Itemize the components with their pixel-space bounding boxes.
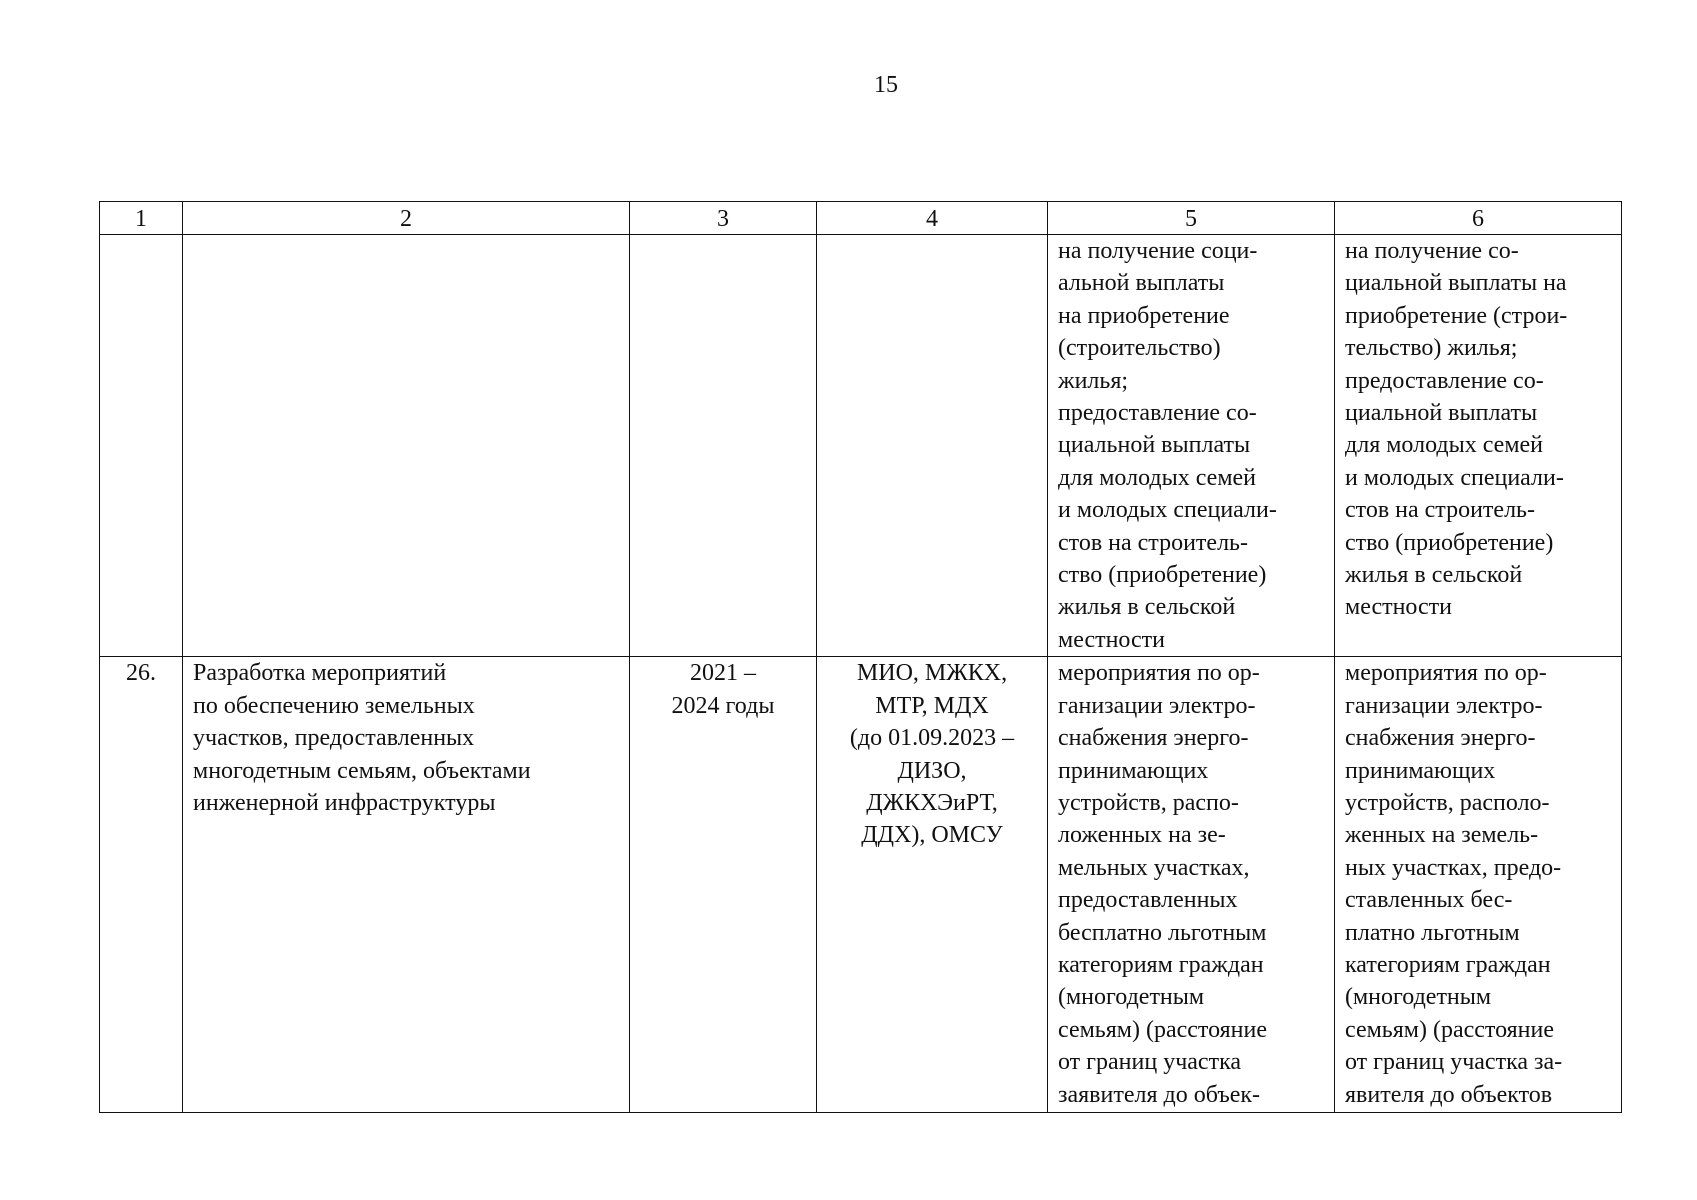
cell-text-line: ДЖКХЭиРТ,: [866, 789, 998, 816]
cell-text-line: мероприятия по ор-: [1058, 660, 1260, 687]
cell-text-line: принимающих: [1345, 757, 1496, 784]
cell-text-line: мероприятия по ор-: [1345, 660, 1547, 687]
cell-text-line: и молодых специали-: [1058, 497, 1277, 524]
cell-text-line: инженерной инфраструктуры: [193, 789, 496, 816]
table-header-row: [100, 202, 1622, 235]
cell-text-line: участков, предоставленных: [193, 725, 475, 752]
cell-text-line: 2021 –: [690, 660, 756, 687]
cell-text-line: циальной выплаты: [1058, 432, 1251, 459]
cell-text-line: жилья в сельской: [1058, 594, 1236, 621]
cell-text-line: ложенных на зе-: [1058, 822, 1226, 849]
cell-text-line: предоставление со-: [1058, 400, 1257, 427]
cell-text-line: заявителя до объек-: [1058, 1081, 1261, 1108]
cell-text-line: категориям граждан: [1058, 951, 1264, 978]
cell-text-line: принимающих: [1058, 757, 1209, 784]
cell-text-line: многодетным семьям, объектами: [193, 757, 531, 784]
cell-result-6: [1335, 235, 1622, 657]
cell-text-line: тельство) жилья;: [1345, 335, 1518, 362]
cell-text-line: местности: [1058, 626, 1166, 653]
cell-text-line: женных на земель-: [1345, 822, 1539, 849]
cell-result-6: [1335, 657, 1622, 1113]
cell-text-line: ДДХ), ОМСУ: [861, 822, 1003, 849]
header-col-2: 2: [183, 202, 630, 235]
header-col-1: 1: [100, 202, 183, 235]
cell-text-line: семьям) (расстояние: [1345, 1016, 1554, 1043]
cell-text-line: ганизации электро-: [1058, 692, 1256, 719]
cell-text-line: снабжения энерго-: [1058, 725, 1249, 752]
cell-text-line: предоставление со-: [1345, 367, 1544, 394]
cell-text-line: стов на строитель-: [1058, 529, 1248, 556]
cell-text-line: ных участках, предо-: [1345, 854, 1562, 881]
cell-result-5: [1048, 235, 1335, 657]
table-row-26: [100, 657, 1622, 1113]
header-col-4: 4: [817, 202, 1048, 235]
cell-text-line: семьям) (расстояние: [1058, 1016, 1267, 1043]
cell-text-line: мельных участках,: [1058, 854, 1250, 881]
page-number: 15: [874, 72, 898, 98]
cell-text-line: приобретение (строи-: [1345, 302, 1568, 329]
cell-period: [630, 657, 817, 1113]
cell-measure: [183, 657, 630, 1113]
cell-text-line: (многодетным: [1058, 984, 1205, 1011]
cell-text-line: явителя до объектов: [1345, 1081, 1553, 1108]
cell-text-line: для молодых семей: [1345, 432, 1543, 459]
cell-text-line: 2024 годы: [671, 692, 775, 719]
cell-text-line: циальной выплаты: [1345, 400, 1538, 427]
cell-text-line: (строительство): [1058, 335, 1221, 362]
table-row-continuation: [100, 235, 1622, 657]
cell-text-line: ство (приобретение): [1345, 529, 1554, 556]
cell-text-line: для молодых семей: [1058, 464, 1256, 491]
header-col-6: 6: [1335, 202, 1622, 235]
cell-text-line: МТР, МДХ: [875, 692, 989, 719]
cell-text-line: Разработка мероприятий: [193, 660, 447, 687]
cell-text-line: местности: [1345, 594, 1453, 621]
cell-text-line: циальной выплаты на: [1345, 270, 1567, 297]
cell-text-line: жилья;: [1058, 367, 1129, 394]
cell-text-line: на получение соци-: [1058, 238, 1258, 264]
cell-text-line: альной выплаты: [1058, 270, 1225, 297]
cell-text-line: по обеспечению земельных: [193, 692, 475, 719]
cell-text-line: ставленных бес-: [1345, 887, 1513, 914]
cell-text-line: (до 01.09.2023 –: [849, 725, 1015, 752]
cell-text-line: на получение со-: [1345, 238, 1519, 264]
cell-text-line: бесплатно льготным: [1058, 919, 1267, 946]
cell-text-line: и молодых специали-: [1345, 464, 1564, 491]
cell-number: [100, 235, 183, 657]
cell-text-line: МИО, МЖКХ,: [856, 660, 1008, 687]
cell-executors: [817, 235, 1048, 657]
cell-text-line: категориям граждан: [1345, 951, 1551, 978]
cell-text-line: ство (приобретение): [1058, 562, 1267, 589]
cell-text-line: снабжения энерго-: [1345, 725, 1536, 752]
cell-text-line: стов на строитель-: [1345, 497, 1535, 524]
cell-text-line: от границ участка за-: [1345, 1049, 1563, 1076]
header-col-5: 5: [1048, 202, 1335, 235]
cell-text-line: ДИЗО,: [897, 757, 967, 784]
cell-measure: [183, 235, 630, 657]
cell-period: [630, 235, 817, 657]
cell-text-line: устройств, распо-: [1058, 789, 1239, 816]
cell-text-line: жилья в сельской: [1345, 562, 1523, 589]
cell-result-5: [1048, 657, 1335, 1113]
header-col-3: 3: [630, 202, 817, 235]
cell-text-line: ганизации электро-: [1345, 692, 1543, 719]
cell-executors: [817, 657, 1048, 1113]
cell-text-line: на приобретение: [1058, 302, 1230, 329]
cell-text-line: (многодетным: [1345, 984, 1492, 1011]
document-table: [99, 201, 1622, 1113]
cell-text-line: устройств, располо-: [1345, 789, 1550, 816]
cell-text-line: от границ участка: [1058, 1049, 1242, 1076]
cell-number: 26.: [100, 657, 183, 1113]
cell-text-line: платно льготным: [1345, 919, 1520, 946]
cell-text-line: предоставленных: [1058, 887, 1238, 914]
